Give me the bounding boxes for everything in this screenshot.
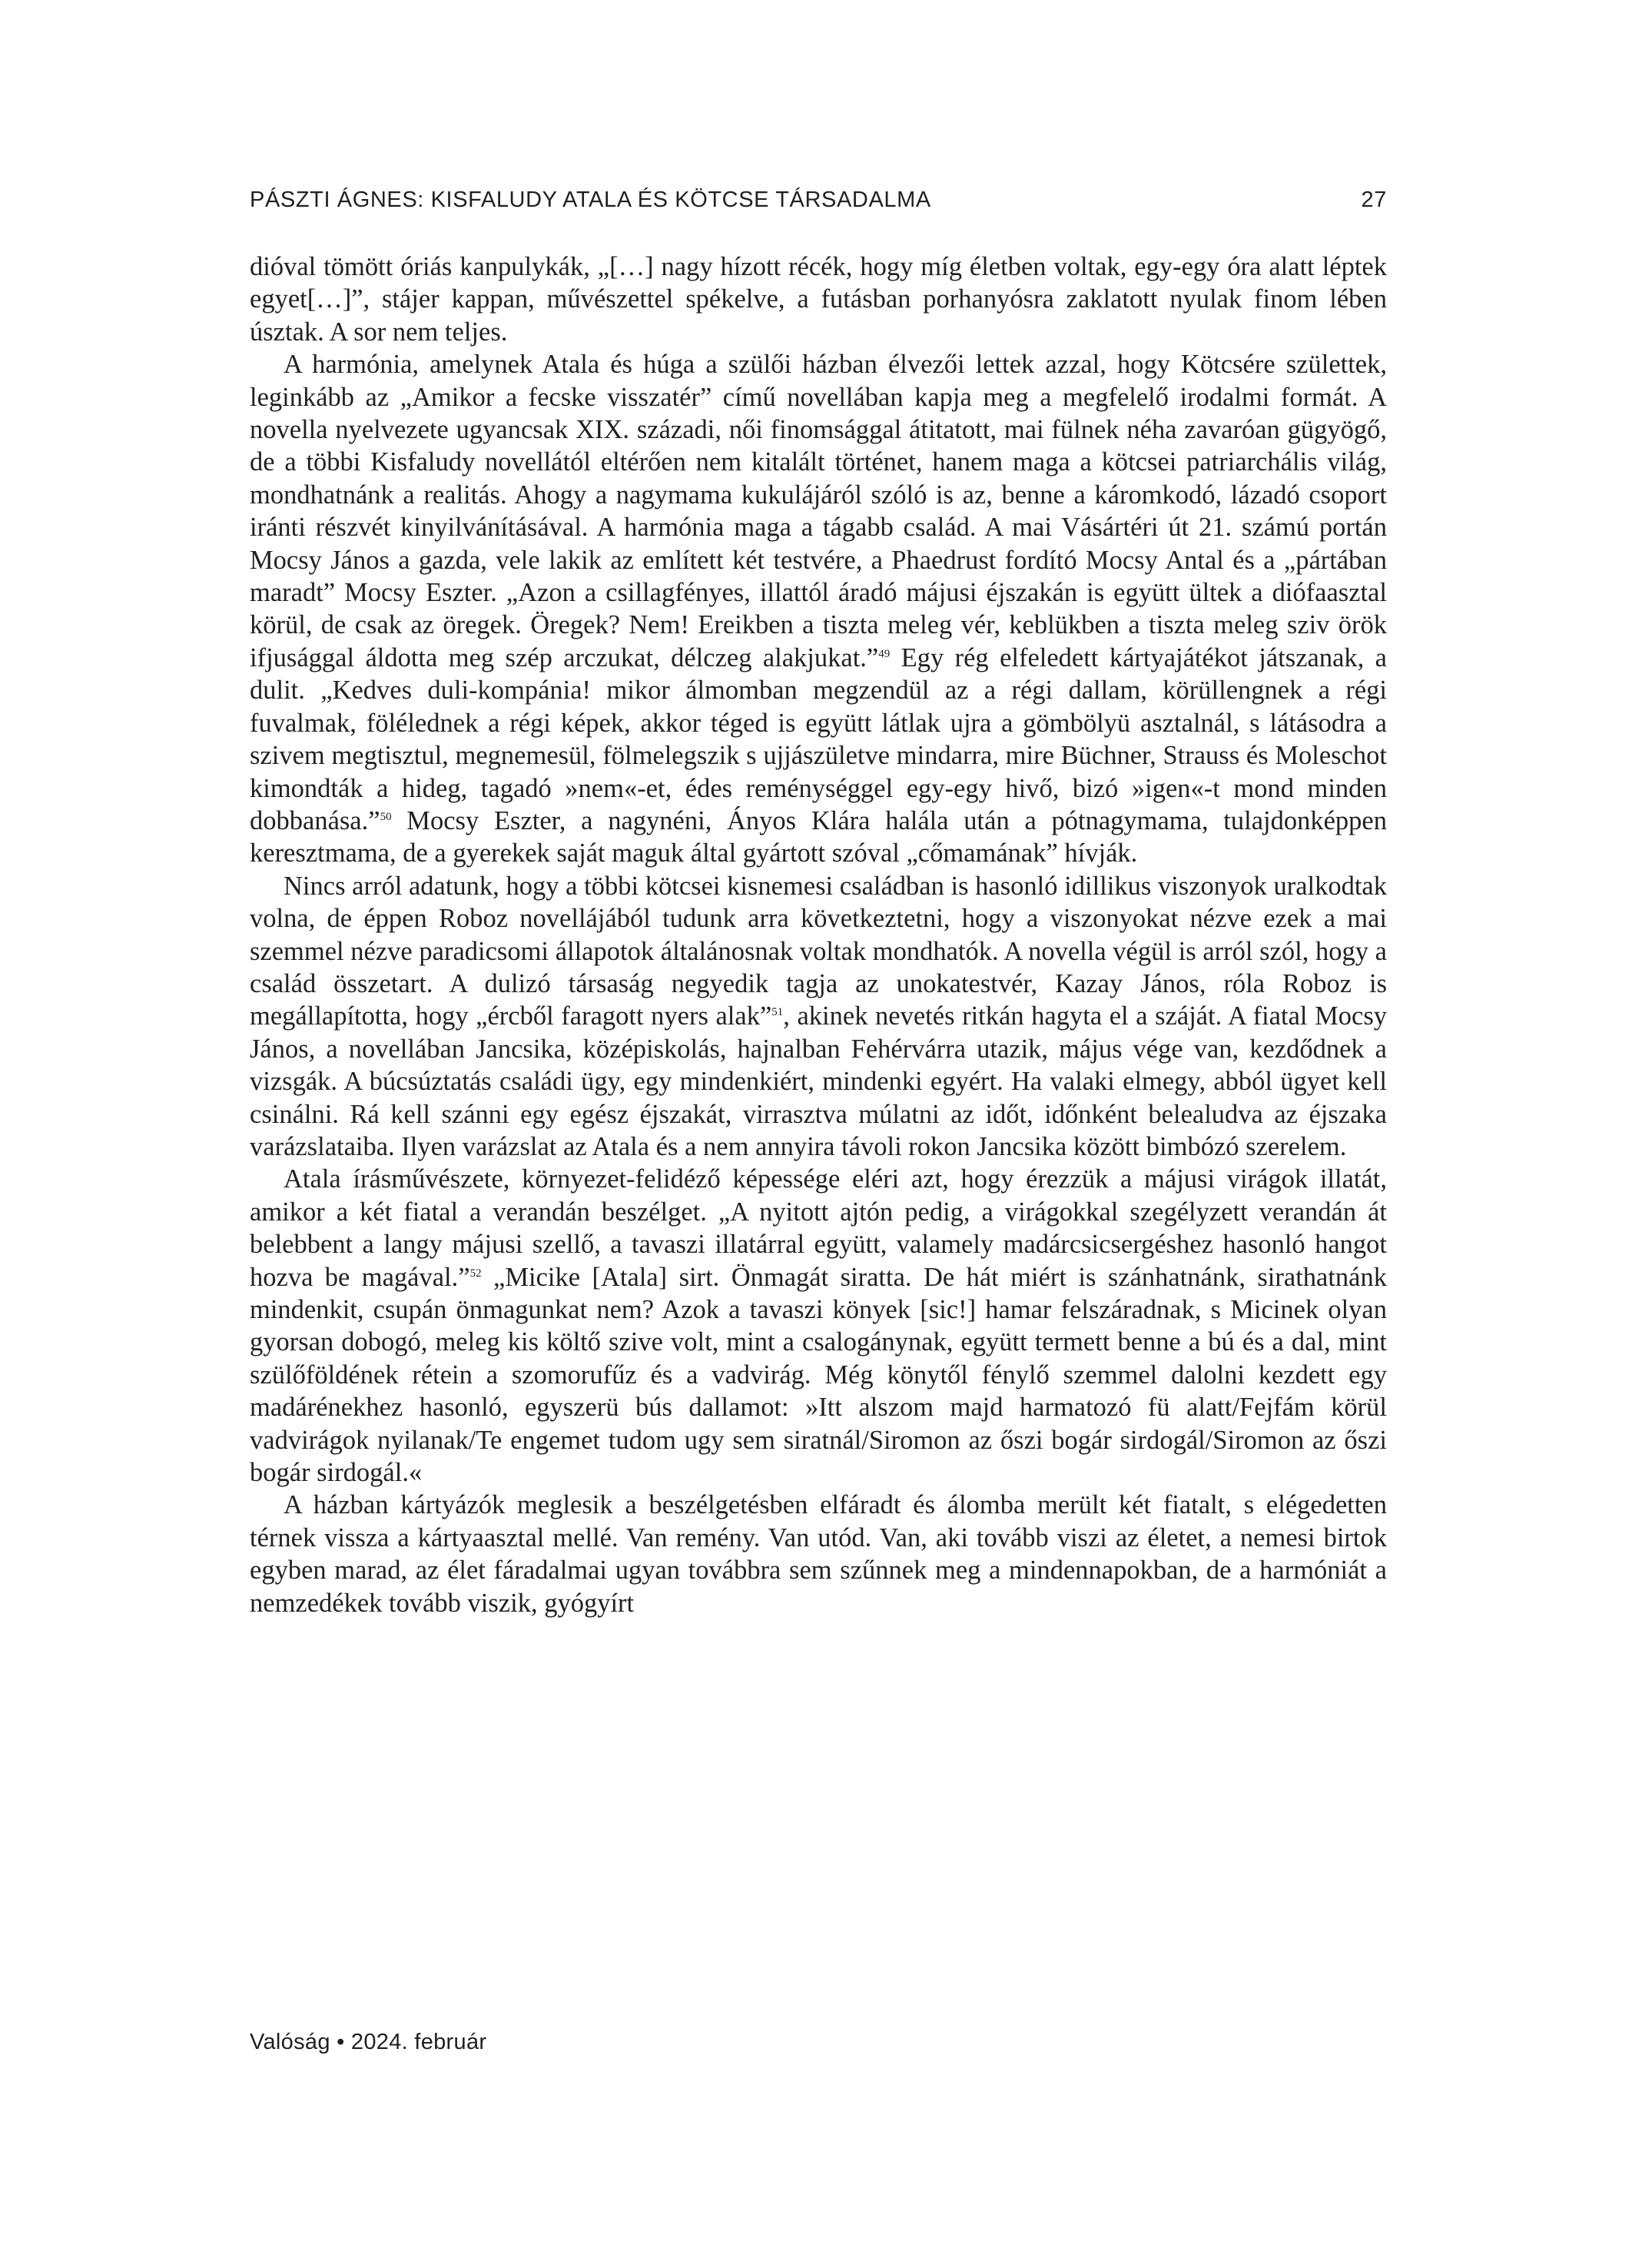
paragraph-text: dióval tömött óriás kanpulykák, „[…] nagy hízott récék, hogy míg életben voltak, egy-egy óra alatt léptek egyet[…]”, stájer kappan, művészettel spékelve, a futásban porhanyósra zaklatott nyulak finom lében úsztak. A sor nem teljes. xyxy=(250,252,1387,347)
paragraph-text: Egy rég elfeledett kártyajátékot játszanak, a dulit. „Kedves duli-kompánia! mikor álmomban megzendül az a régi dallam, körüllengnek a régi fuvalmak, fölélednek a régi képek, akkor téged is együtt látlak ujra a gömbölyü asztalnál, s látásodra a szivem megtisztul, megnemesül, fölmelegszik s ujjászületve mindarra, mire Büchner, Strauss és Moleschot kimondták a hideg, tagadó »nem«-et, édes reménységgel egy-egy hivő, bizó »igen«-t mond minden dobbanása.” xyxy=(250,643,1387,835)
journal-footer: Valóság • 2024. február xyxy=(250,2030,487,2054)
footnote-ref: 50 xyxy=(380,810,392,823)
running-head xyxy=(250,188,1387,218)
footnote-ref: 49 xyxy=(878,647,891,660)
paragraph-text: , akinek nevetés ritkán hagyta el a száját. A fiatal Mocsy János, a novellában Jancsika, középiskolás, hajnalban Fehérvárra utazik, május vége van, kezdődnek a vizsgák. A búcsúztatás családi ügy, egy mindenkiért, mindenki egyért. Ha valaki elmegy, abból ügyet kell csinálni. Rá kell szánni egy egész éjszakát, virrasztva múlatni az időt, időnként belealudva az éjszaka varázslataiba. Ilyen varázslat az Atala és a nem annyira távoli rokon Jancsika között bimbózó szerelem. xyxy=(250,1001,1387,1161)
paragraph-text: A házban kártyázók meglesik a beszélgetésben elfáradt és álomba merült két fiatalt, s elégedetten térnek vissza a kártyaasztal mellé. Van remény. Van utód. Van, aki tovább viszi az életet, a nemesi birtok egyben marad, az élet fáradalmai ugyan továbbra sem szűnnek meg a mindennapokban, de a harmóniát a nemzedékek tovább viszik, gyógyírt xyxy=(250,1490,1387,1618)
paragraph xyxy=(250,1163,1387,1489)
paragraph-text: A harmónia, amelynek Atala és húga a szülői házban élvezői lettek azzal, hogy Kötcsére születtek, leginkább az „Amikor a fecske visszatér” című novellában kapja meg a megfelelő irodalmi formát. A novella nyelvezete ugyancsak XIX. századi, női finomsággal átitatott, mai fülnek néha zavaróan gügyögő, de a többi Kisfaludy novellától eltérően nem kitalált történet, hanem maga a kötcsei patriarchális világ, mondhatnánk a realitás. Ahogy a nagymama kukulájáról szóló is az, benne a káromkodó, lázadó csoport iránti részvét kinyilvánításával. A harmónia maga a tágabb család. A mai Vásártéri út 21. számú portán Mocsy János a gazda, vele lakik az említett két testvére, a Phaedrust fordító Mocsy Antal és a „pártában maradt” Mocsy Eszter. „Azon a csillagfényes, illattól áradó májusi éjszakán is együtt ültek a diófaasztal körül, de csak az öregek. Öregek? Nem! Ereikben a tiszta meleg vér, keblükben a tiszta meleg sziv örök ifjusággal áldotta meg szép arczukat, délczeg alakjukat.” xyxy=(250,350,1387,672)
page-number: 27 xyxy=(1361,188,1387,212)
paragraph xyxy=(250,870,1387,1164)
paragraph xyxy=(250,1489,1387,1619)
paragraph xyxy=(250,348,1387,870)
paragraph-text: Nincs arról adatunk, hogy a többi kötcsei kisnemesi családban is hasonló idillikus viszonyok uralkodtak volna, de éppen Roboz novellájából tudunk arra következtetni, hogy a viszonyokat nézve ezek a mai szemmel nézve paradicsomi állapotok általánosnak voltak mondhatók. A novella végül is arról szól, hogy a család összetart. A dulizó társaság negyedik tagja az unokatestvér, Kazay János, róla Roboz is megállapította, hogy „ércből faragott nyers alak” xyxy=(250,871,1387,1031)
footnote-ref: 52 xyxy=(469,1267,482,1280)
running-title: PÁSZTI ÁGNES: KISFALUDY ATALA ÉS KÖTCSE TÁRSADALMA xyxy=(250,188,931,212)
paragraph-text: Atala írásművészete, környezet-felidéző képessége eléri azt, hogy érezzük a májusi virágok illatát, amikor a két fiatal a verandán beszélget. „A nyitott ajtón pedig, a virágokkal szegélyzett verandán át belebbent a langy májusi szellő, a tavaszi illatárral együtt, valamely madárcsicsergéshez hasonló hangot hozva be magával.” xyxy=(250,1164,1387,1292)
article-body xyxy=(250,251,1387,1619)
paragraph-text: „Micike [Atala] sirt. Önmagát siratta. De hát miért is szánhatnánk, sirathatnánk mindenkit, csupán önmagunkat nem? Azok a tavaszi könyek [sic!] hamar felszáradnak, s Micinek olyan gyorsan dobogó, meleg kis költő szive volt, mint a csalogánynak, együtt termett benne a bú és a dal, mint szülőföldének rétein a szomorufűz és a vadvirág. Még könytől fénylő szemmel dalolni kezdett egy madárénekhez hasonló, egyszerü bús dallamot: »Itt alszom majd harmatozó fü alatt/Fejfám körül vadvirágok nyilanak/Te engemet tudom ugy sem siratnál/Siromon az őszi bogár sirdogál/Siromon az őszi bogár sirdogál.« xyxy=(250,1262,1387,1488)
paragraph-text: Mocsy Eszter, a nagynéni, Ányos Klára halála után a pótnagymama, tulajdonképpen keresztmama, de a gyerekek saját maguk által gyártott szóval „cőmamának” hívják. xyxy=(250,805,1387,868)
paragraph xyxy=(250,251,1387,348)
footnote-ref: 51 xyxy=(771,1006,784,1019)
